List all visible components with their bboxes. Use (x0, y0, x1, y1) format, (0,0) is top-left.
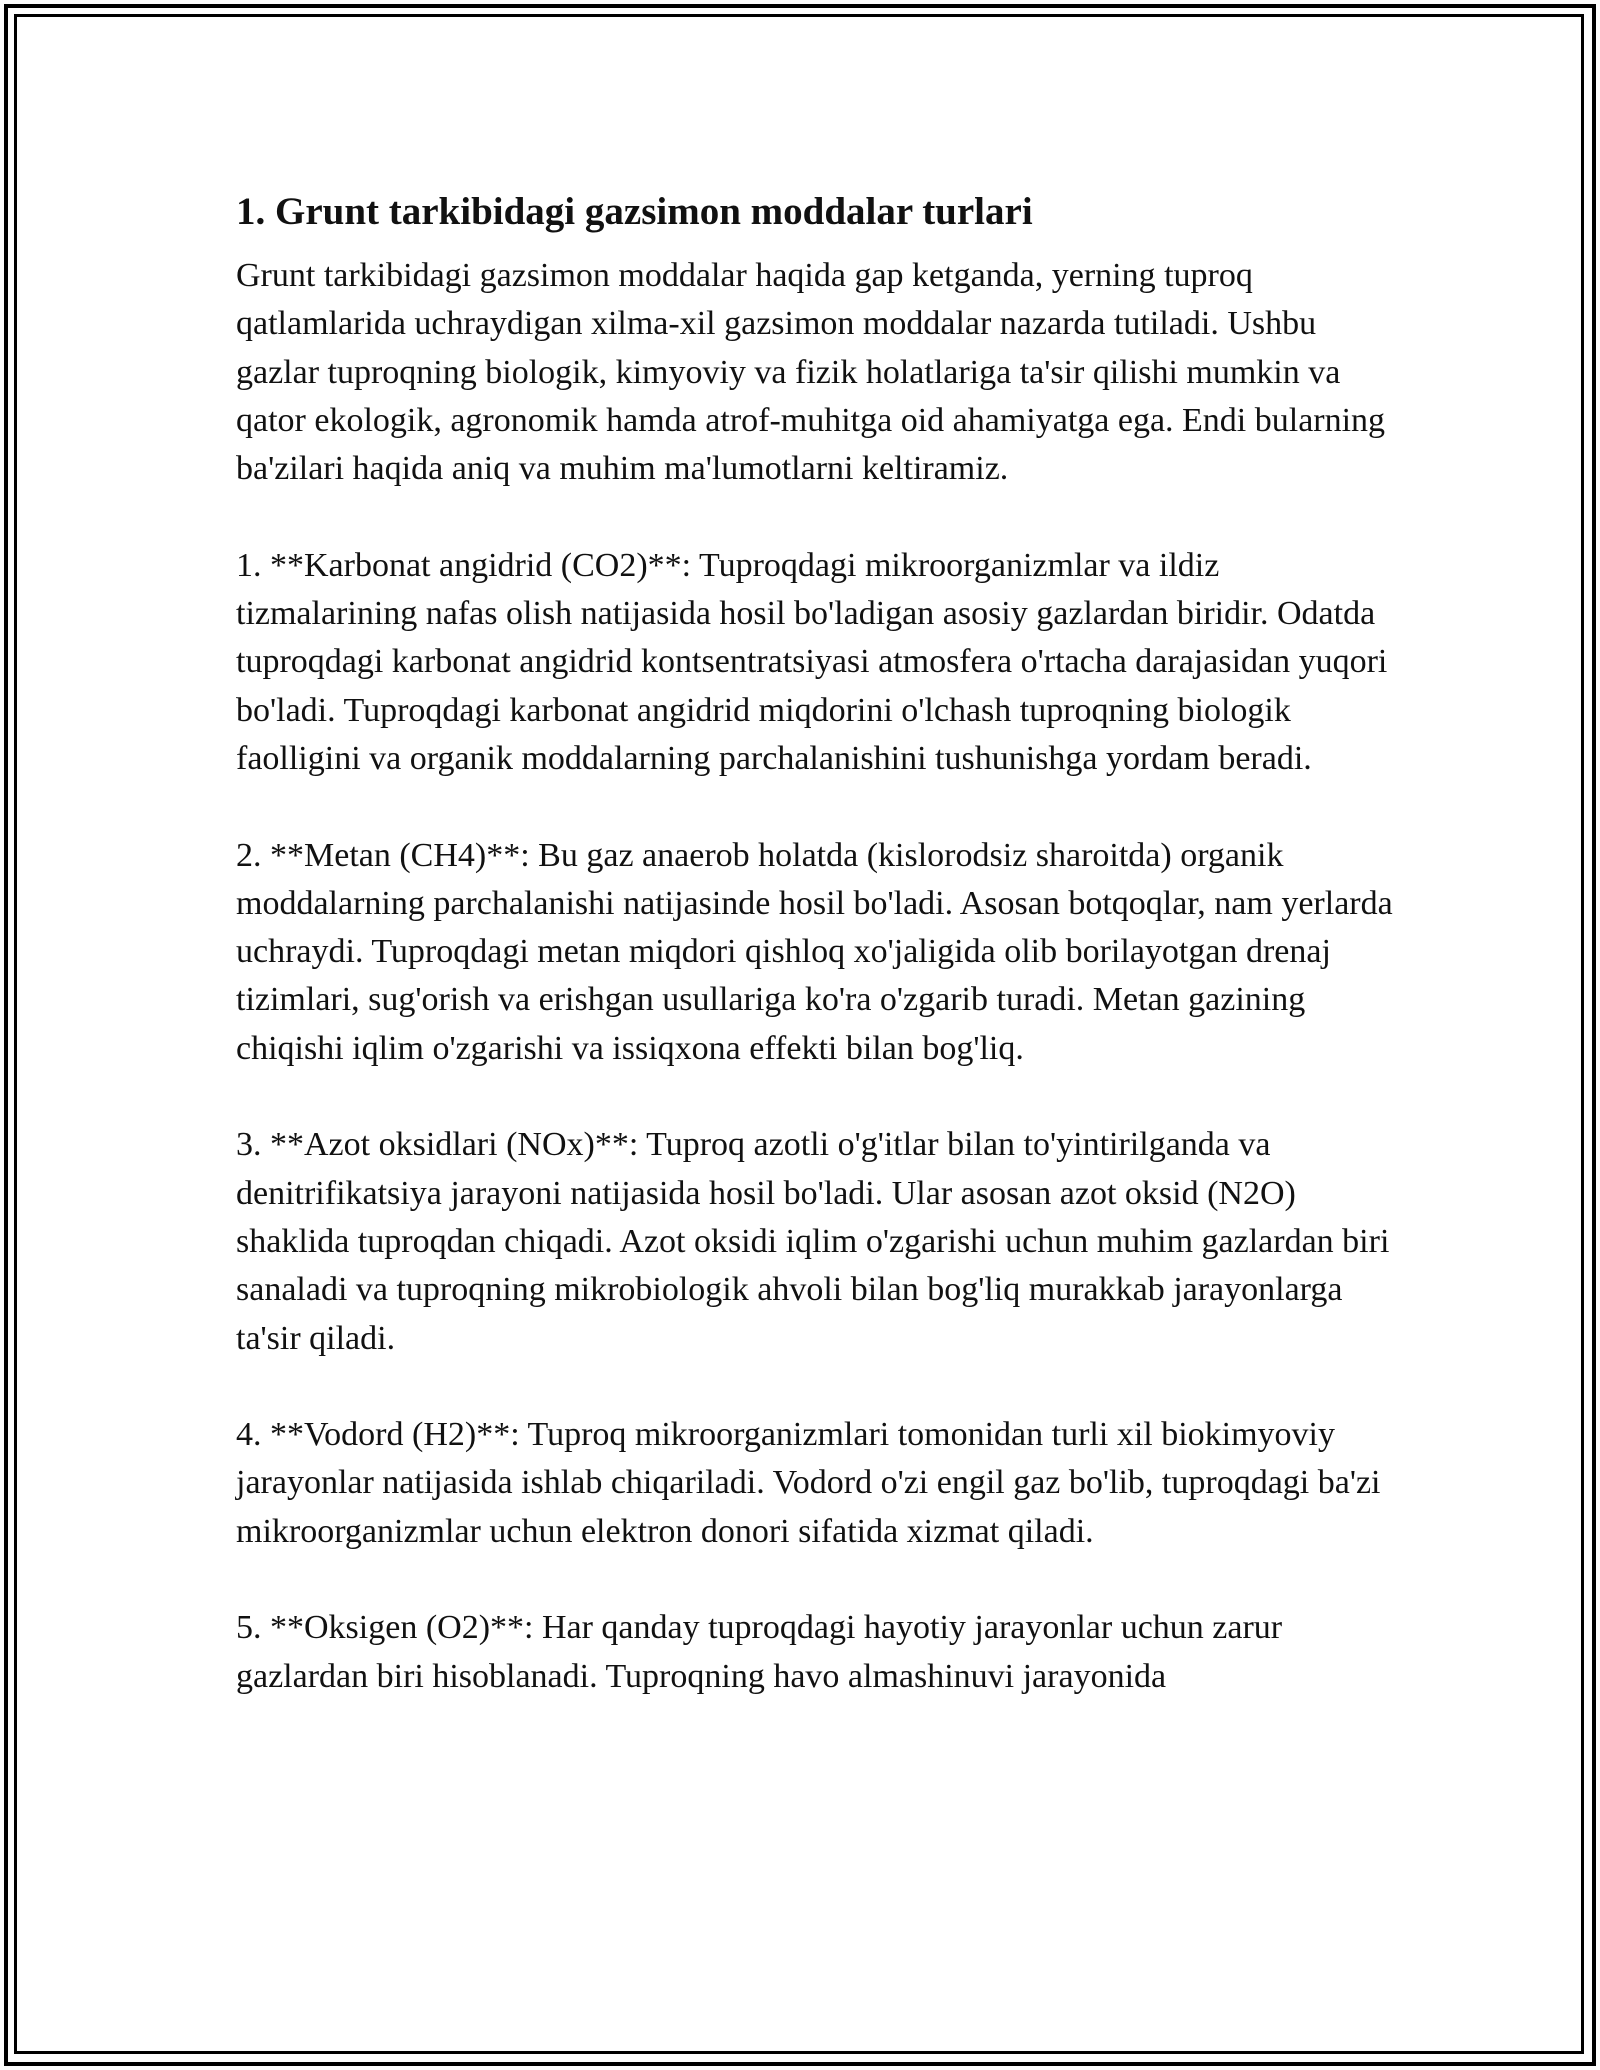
paragraph-methane: 2. **Metan (CH4)**: Bu gaz anaerob holatda (kislorodsiz sharoitda) organik moddalarning parchalanishi natijasinde hosil bo'ladi. Asosan botqoqlar, nam yerlarda uchraydi. Tuproqdagi metan miqdori qishloq xo'jaligida olib borilayotgan drenaj tizimlari, sug'orish va erishgan usullariga ko'ra o'zgarib turadi. Metan gazining chiqishi iqlim o'zgarishi va issiqxona effekti bilan bog'liq. (236, 836, 1393, 1067)
paragraph-hydrogen: 4. **Vodord (H2)**: Tuproq mikroorganizmlari tomonidan turli xil biokimyoviy jarayonlar natijasida ishlab chiqariladi. Vodord o'zi engil gaz bo'lib, tuproqdagi ba'zi mikroorganizmlar uchun elektron donori sifatida xizmat qiladi. (236, 1416, 1381, 1550)
paragraph-oxygen: 5. **Oksigen (O2)**: Har qanday tuproqdagi hayotiy jarayonlar uchun zarur gazlardan biri hisoblanadi. Tuproqning havo almashinuvi jarayonida (236, 1609, 1283, 1695)
paragraph-nitrogen-oxides: 3. **Azot oksidlari (NOx)**: Tuproq azotli o'g'itlar bilan to'yintirilganda va denitrifikatsiya jarayoni natijasida hosil bo'ladi. Ular asosan azot oksid (N2O) shaklida tuproqdan chiqadi. Azot oksidi iqlim o'zgarishi uchun muhim gazlardan biri sanaladi va tuproqning mikrobiologik ahvoli bilan bog'liq murakkab jarayonlarga ta'sir qiladi. (236, 1126, 1390, 1357)
section-heading: 1. Grunt tarkibidagi gazsimon moddalar turlari (236, 190, 1033, 233)
document-body (236, 188, 1396, 1701)
intro-paragraph: Grunt tarkibidagi gazsimon moddalar haqida gap ketganda, yerning tuproq qatlamlarida uchraydigan xilma-xil gazsimon moddalar nazarda tutiladi. Ushbu gazlar tuproqning biologik, kimyoviy va fizik holatlariga ta'sir qilishi mumkin va qator ekologik, agronomik hamda atrof-muhitga oid ahamiyatga ega. Endi bularning ba'zilari haqida aniq va muhim ma'lumotlarni keltiramiz. (236, 257, 1386, 488)
paragraph-co2: 1. **Karbonat angidrid (CO2)**: Tuproqdagi mikroorganizmlar va ildiz tizmalarining nafas olish natijasida hosil bo'ladigan asosiy gazlardan biridir. Odatda tuproqdagi karbonat angidrid kontsentratsiyasi atmosfera o'rtacha darajasidan yuqori bo'ladi. Tuproqdagi karbonat angidrid miqdorini o'lchash tuproqning biologik faolligini va organik moddalarning parchalanishini tushunishga yordam beradi. (236, 546, 1388, 777)
